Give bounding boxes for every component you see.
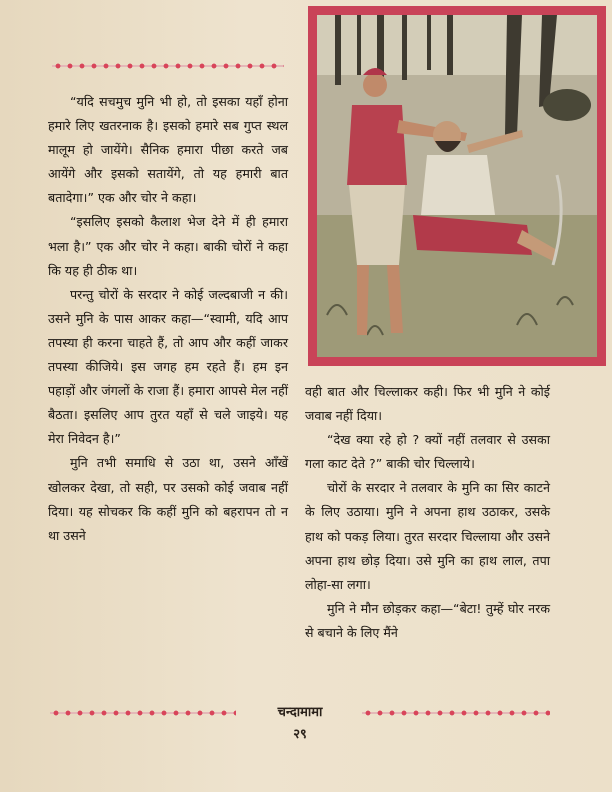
paragraph: वही बात और चिल्लाकर कही। फिर भी मुनि ने कोई जवाब नहीं दिया। [305, 384, 550, 424]
ornamental-border-bottom-left [50, 707, 236, 719]
paragraph: “इसलिए इसको कैलाश भेज देने में ही हमारा भला है।” एक और चोर ने कहा। बाकी चोरों ने कहा कि यह ही ठीक था। [48, 214, 288, 278]
paragraph: मुनि तभी समाधि से उठा था, उसने आँखें खोलकर देखा, तो सही, पर उसको कोई जवाब नहीं दिया। यह सोचकर कि कहीं मुनि को बहरापन तो न था उसने [48, 455, 288, 543]
magazine-name: चन्दामामा [277, 705, 323, 720]
paragraph: चोरों के सरदार ने तलवार के मुनि का सिर काटने के लिए उठाया। मुनि ने अपना हाथ उठाकर, उसके हाथ को पकड़ लिया। तुरत सरदार चिल्लाया और उसने अपना हाथ छोड़ दिया। उसे मुनि का हाथ लाल, तपा लोहा-सा लगा। [305, 480, 550, 592]
illustration-artwork [317, 15, 597, 357]
story-illustration [308, 6, 606, 366]
left-text-column [48, 90, 288, 548]
ornamental-border-top [52, 60, 284, 72]
paragraph: परन्तु चोरों के सरदार ने कोई जल्दबाजी न की। उसने मुनि के पास आकर कहा—“स्वामी, यदि आप तपस्या ही करना चाहते हैं, तो आप और कहीं जाकर तपस्या कीजिये। इस जगह हम रहते हैं। हम इन पहाड़ों और जंगलों के राजा हैं। हमारा आपसे मेल नहीं बैठता। इसलिए आप तुरत यहाँ से चले जाइये। यह मेरा निवेदन है।” [48, 286, 288, 447]
ornamental-border-bottom-right [362, 707, 550, 719]
right-text-column [305, 380, 550, 645]
paragraph: “देख क्या रहे हो ? क्यों नहीं तलवार से उसका गला काट देते ?” बाकी चोर चिल्लाये। [305, 432, 550, 472]
paragraph: मुनि ने मौन छोड़कर कहा—“बेटा! तुम्हें घोर नरक से बचाने के लिए मैंने [305, 600, 550, 640]
paragraph: “यदि सचमुच मुनि भी हो, तो इसका यहाँ होना हमारे लिए खतरनाक है। इसको हमारे सब गुप्त स्थल मालूम हो जायेंगे। सैनिक हमारा पीछा करते जब आयेंगे और इसको सतायेंगे, तो यह हमारी बात बतादेगा।” एक और चोर ने कहा। [48, 94, 288, 206]
page-number: २९ [293, 727, 307, 742]
